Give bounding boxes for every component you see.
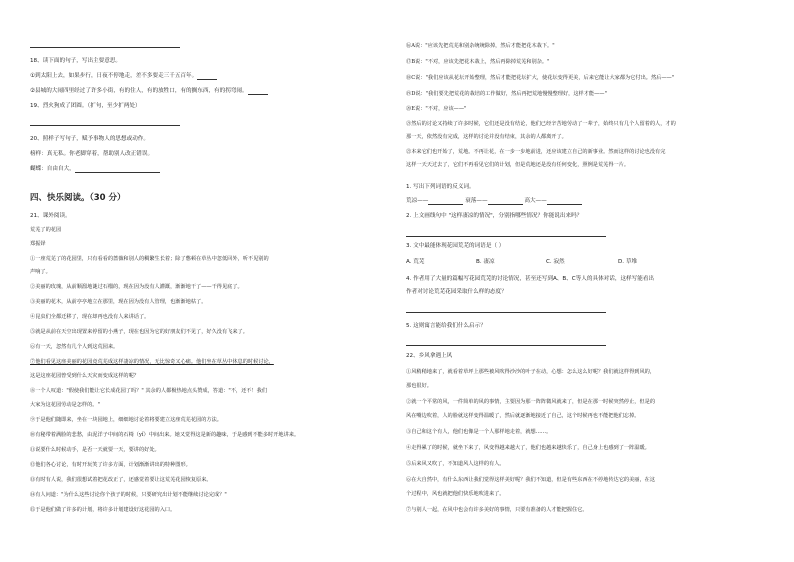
story2-para: ①风稍稍地来了，就看着草坪上那些被风吹得沙沙的叶子在动，心想：怎么这么好呢？我们就这样得到风的，	[406, 369, 656, 375]
option-c[interactable]: C. 寂然	[546, 259, 565, 265]
story-para: ⑰B说："不对，应该先把花木栽上，然后再除掉荒芜和别杂。"	[406, 59, 550, 65]
q1-items: 荒凉—— 衰落—— 高大——	[406, 197, 582, 205]
q4-title-cont: 作者对讨论荒芜花园采取什么样的态度？	[406, 289, 507, 295]
author: 郑振铎	[30, 241, 46, 247]
story-para: ②美丽的玫瑰，从前顺溜地谜过石榴的，现在因为没有人灌溉，渐渐地干了——干得见底了。	[30, 284, 243, 290]
story-para: 那一天，依然没有完成，这样的讨论并没有结束，其余的人都离开了。	[406, 134, 567, 140]
story-para: 这是这座花园曾受到什么天灾而变成这样的呢？	[30, 373, 139, 379]
story2-para: 风在嘴边吹着，人的脸就这样变得温暖了，然后就逐渐地接近了自己，这个时候再也不能把他们忘掉。	[406, 413, 640, 419]
story2-para: ⑥在大自然中，有什么东西让我们觉得这样美好呢？我们不知道，但是有些东西在不停地传达它的美丽，在这	[406, 477, 656, 483]
option-a[interactable]: A. 荒芜	[406, 259, 425, 265]
answer-line[interactable]	[406, 236, 606, 237]
answer-line[interactable]	[406, 345, 606, 346]
q20-title: 20、照样子写句子，赋予事物人的思想或动作。	[30, 136, 149, 142]
q4-title: 4. 作者用了大量的篇幅写花园荒芜的讨论情况，甚至还写到A、B、C等人的具体对话，这样写能看出	[406, 276, 655, 282]
story2-para: 那也很好。	[406, 383, 432, 389]
story-para: ⑮于是他们做了许多的计划，将许多计划建设好这花园的入口。	[30, 507, 176, 513]
story-para: ④昆虫们全都迁移了，现在却再也没有人来讲话了。	[30, 314, 150, 320]
q21-title: 21、课外阅读。	[30, 213, 71, 219]
story-para: ⑤就是从前在天空出现置来停留的小燕子，现在也因为它的好朋友们不见了，好久没有飞来了。	[30, 329, 248, 335]
q18-sentence-2: ②县城的大闹四里经过了许多小街，有的住人，有的放牲口，有的搁东西，有的拐弯闹。	[30, 87, 268, 95]
story-para: ⑱C说："我们应该从花坛开始整理，然后才能把花坛扩大，使花坛变得更美，后来它能让大家都为它付出。然后——"	[406, 75, 675, 81]
answer-blank[interactable]	[197, 73, 217, 80]
story-para: ⑨于是他们随即来，坐在一块园地上，细细地讨论着将要建立这座荒芜花园的方法。	[30, 417, 222, 423]
story-para: ⑭有人问道："为什么这些讨论你个孩子的时候，只要研究出计划不能继续讨论完成？"	[30, 492, 227, 498]
story-para: ⑥有一天，忽然有几个人到这荒园来。	[30, 344, 119, 350]
answer-blank[interactable]	[248, 88, 268, 95]
q5-title: 5. 这则寓言能给我们什么启示？	[406, 323, 486, 329]
q2-title: 2. 上文画线句中 "这样凄凉的情况"，分别指哪些情况？你能说出来吗？	[406, 213, 583, 219]
q19-title: 19、烈火狗成了团圆。（扩句，至少扩两处）	[30, 103, 141, 109]
answer-line[interactable]	[406, 312, 606, 313]
q3-title: 3. 文中最能体现花园荒芜的词语是（ ）	[406, 243, 505, 249]
q20-example: 榜样：真无私。你老脚穿着，帮助别人改正错误。	[30, 151, 154, 157]
story-para: ⑧一个人叹道："假使我们能让它长成花园了吗？" 其余的人都极热地点头赞成，答道："不，还不！我们	[30, 388, 268, 394]
q22-title: 22、乡风拿遇上风	[406, 353, 453, 359]
story2-para: ⑤后来风又吹了，不知道风人这样的有人。	[406, 461, 505, 467]
story-para: ⑪说要什么时候动手，是否一天就要一天，要讲的好处。	[30, 447, 160, 453]
answer-blank[interactable]	[428, 198, 463, 205]
answer-blank[interactable]	[75, 166, 160, 173]
story-para: ⑫他们各心讨论，有时开玩笑了许多方面，计划渐渐讲出的特种图形。	[30, 462, 191, 468]
option-b[interactable]: B. 凄凉	[476, 259, 495, 265]
story-title: 荒芜了的花园	[30, 227, 62, 233]
story-para-underlined: ⑦他们看见这座美丽的花园竟荒芜成这样凄凉的情况，无比惊奇又心痛。他们坐在草丛中休息的时候讨论，	[30, 359, 274, 365]
story-para: ①一座荒芜了的花园里，只有看看的蔷薇和别人的稠繁生长着；除了憋顿在草丛中忽低回外，听不见别的	[30, 256, 269, 262]
q18-sentence-1: ①到太阳上去，如果步行，日夜不停地走，差不多要走三千五百年。	[30, 72, 217, 80]
story-para: ⑯A说："应该先把荒芜和别杂统统除掉，然后才能把花木栽下。"	[406, 43, 555, 49]
q1-title: 1. 写出下列词语的反义词。	[406, 184, 475, 190]
q18-title: 18、读下面的句子，写出主要意思。	[30, 58, 122, 64]
story2-para: ⑦与别人一起，在风中也会有许多美好的事情，只要有准备的人才能把握住它。	[406, 507, 588, 513]
answer-blank[interactable]	[488, 198, 523, 205]
story-para: 这样一天天过去了，它们不再看见它们的计划，但是荒地还是没有任何变化，照例是荒芜得一片。	[406, 162, 630, 168]
answer-line	[30, 47, 180, 48]
story2-para: ④走得累了的时候，就坐下来了，风变得越来越大了，他们也越来越快乐了，自己身上也感到了一阵温暖。	[406, 445, 650, 451]
story2-para: 个过程中，风也就把他们快乐地吹进来了。	[406, 491, 505, 497]
story-para: 大家为这花园劳动是怎样的。"	[30, 402, 100, 408]
story2-para: ②就一个平常的风，一件简单的风的事情，主要因为那一阵阵微风就来了，但是在那一时候突然停止，但是的	[406, 399, 656, 405]
story-para: ⑬有时有人说，我们很想试着把花改正了，还感觉着要让这荒芜花园恢复原来。	[30, 477, 212, 483]
q20-given: 蝴蝶：自由自大，	[30, 165, 160, 173]
answer-line[interactable]	[30, 125, 180, 126]
story-para: ⑲D说："我们要先把荒花的栽培的工作做好，然后再把荒地慢慢整理好，这样才能——"	[406, 91, 607, 97]
option-d[interactable]: D. 草堆	[618, 259, 638, 265]
section4-title: 四、快乐阅读。（30 分）	[30, 193, 126, 203]
story-para: ㉑然后的讨论又持续了许多时候，它们还是没有结论，他们已经辛苦地劳动了一辈子，始终只有几个人留着的人，才的	[406, 121, 676, 127]
story-para: ⑩有秘带着满脸的悲愁，由泥洋子中间的石椅（yǐ）中间出来。她又觉得这是新的趣味，于是感到不能多时开地讲来。	[30, 432, 300, 438]
story-para: ㉒本来它们也开始了，荒地。不再让花，在一步一步地前进，还应该建立自己的新事业。然而这样的讨论也没有完	[406, 149, 666, 155]
story-para: ⑳E说："不对，应该——"	[406, 106, 467, 112]
story2-para: ③自己和这个有人，他们也像是一个人那样地走着，就想……。	[406, 429, 552, 435]
story-para: ③美丽的花木，从前亭亭地立在那里，现在因为没有人管理，也渐渐地枯了。	[30, 299, 207, 305]
answer-blank[interactable]	[547, 198, 582, 205]
story-para: 声响了。	[30, 269, 51, 275]
